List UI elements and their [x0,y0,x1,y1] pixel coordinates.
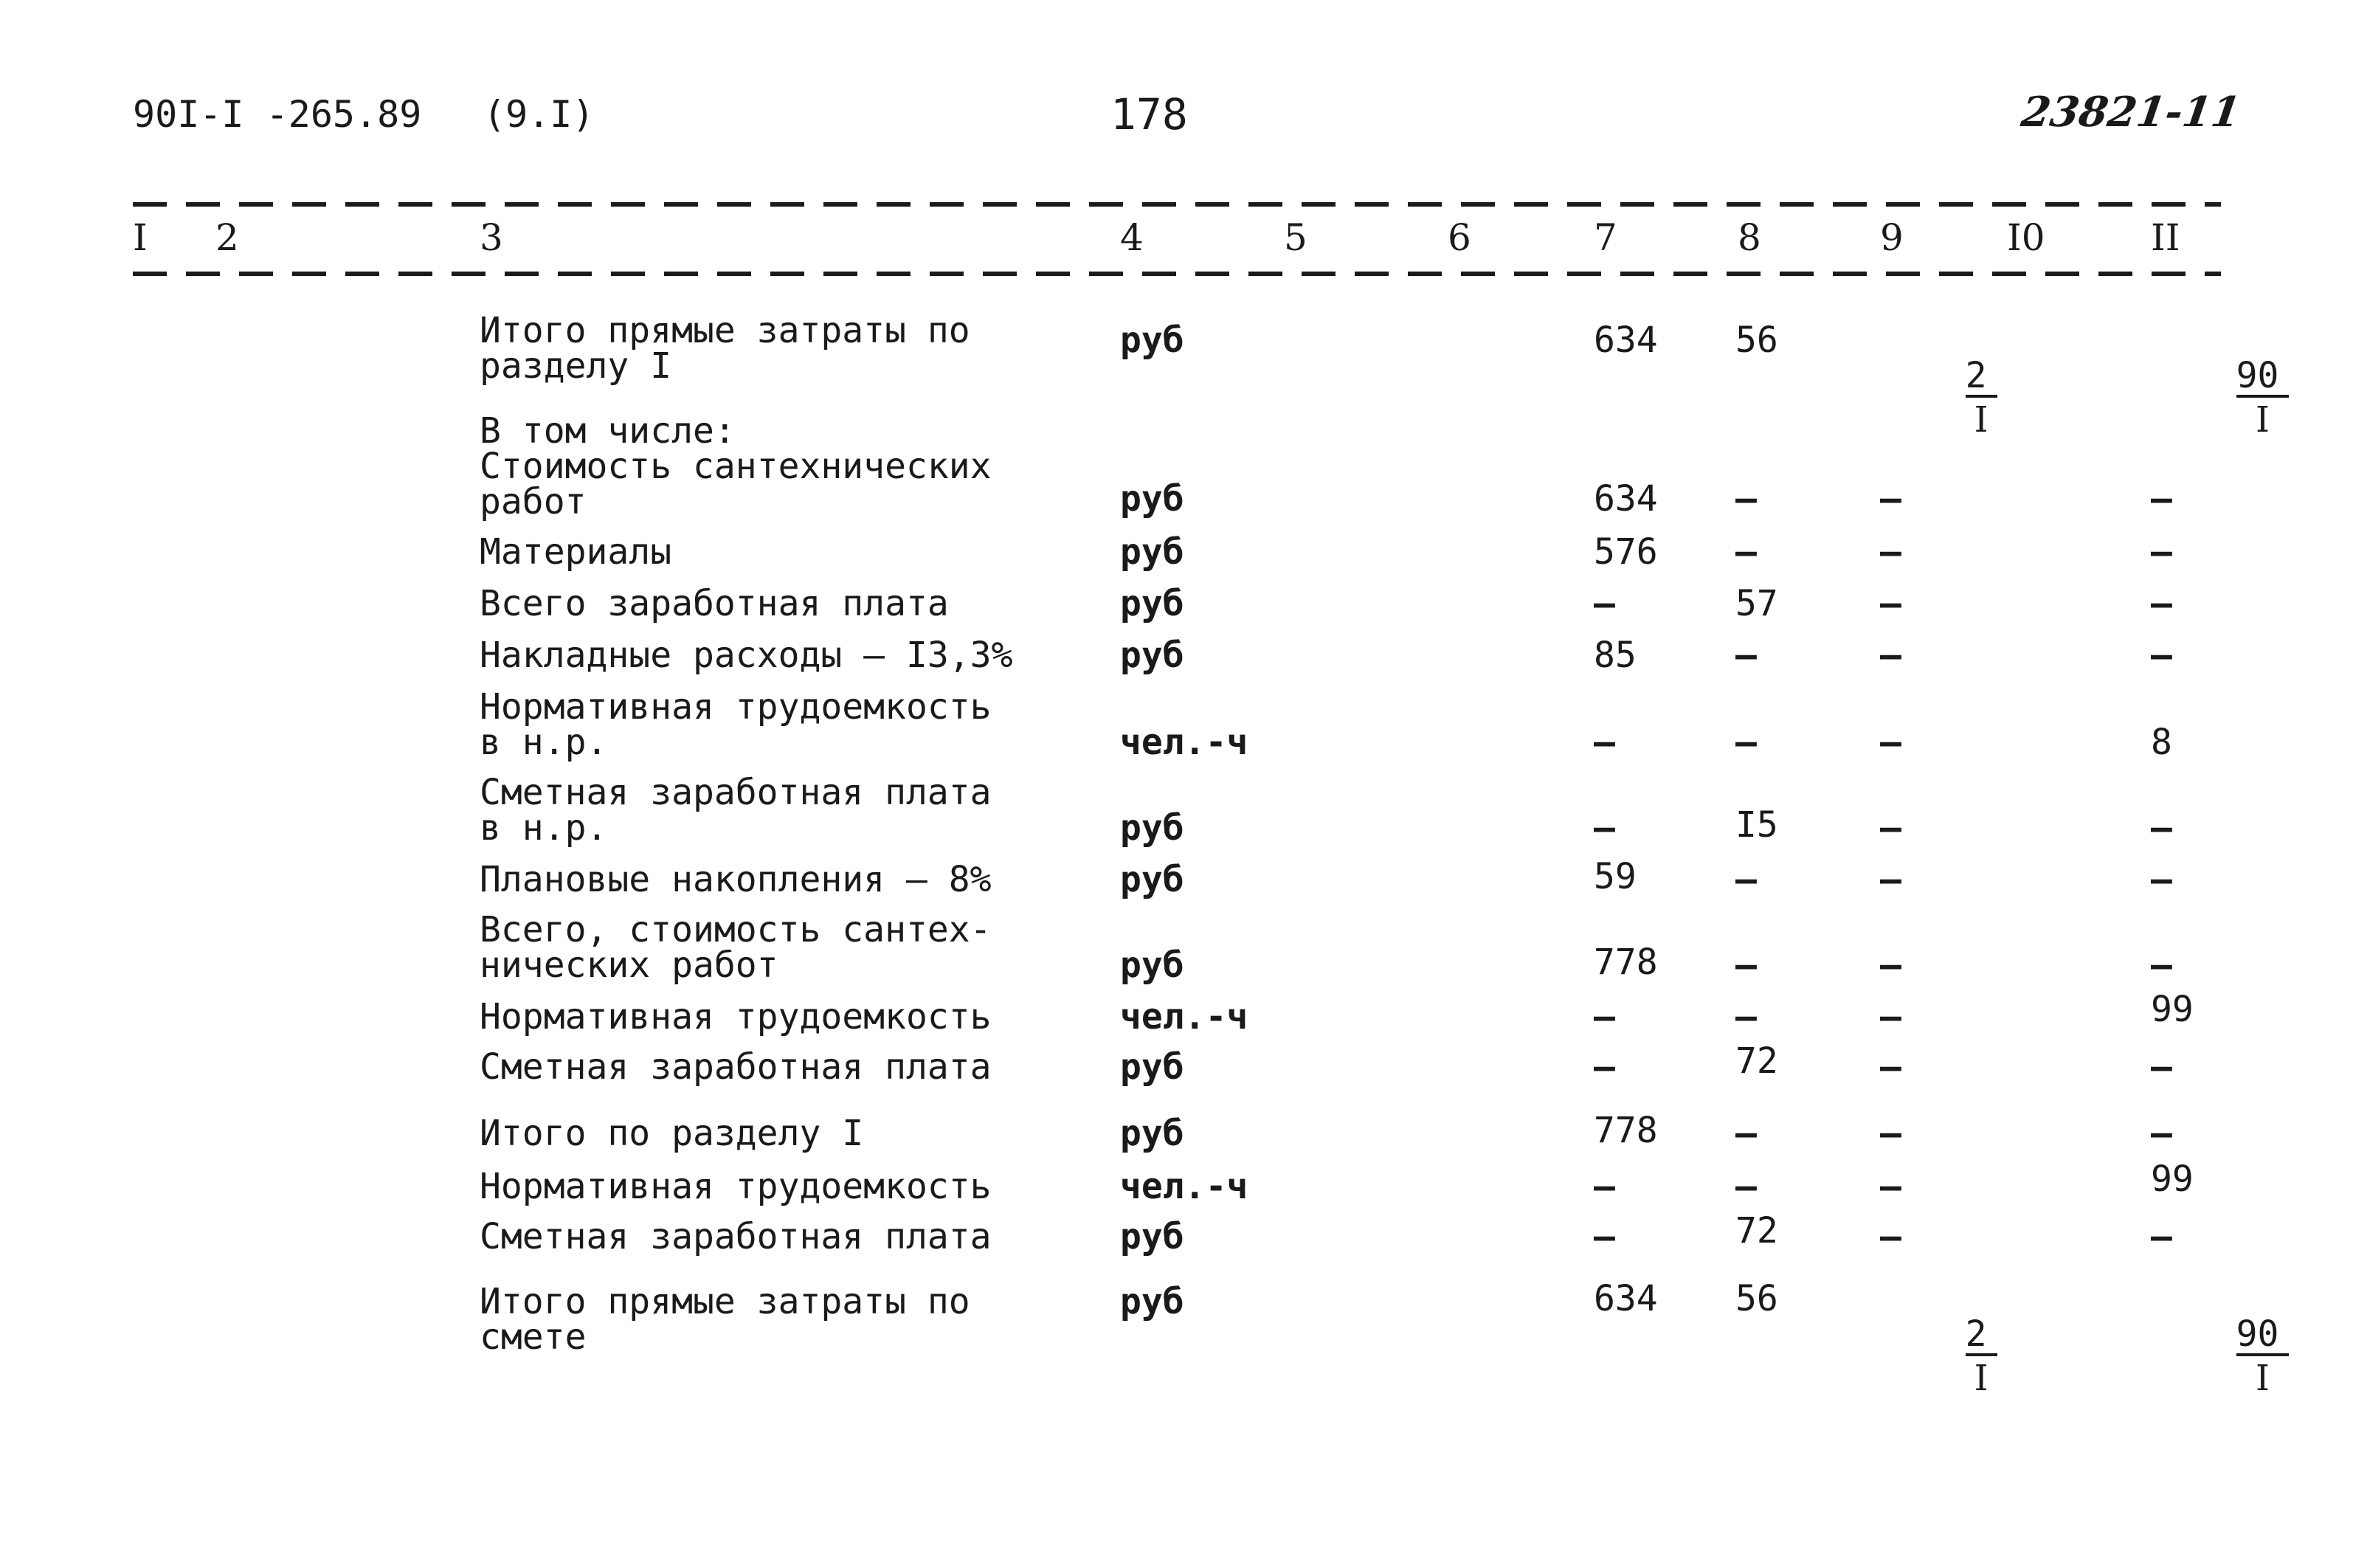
column-number-11: II [2151,216,2180,259]
row-label: Нормативная трудоемкость [480,1166,992,1207]
fraction-numerator: 90 [2236,358,2290,398]
row-fraction-col11 [2151,1281,2279,1431]
column-number-2: 2 [215,216,239,259]
row-value-col7: – [1594,1166,1615,1207]
row-value-col9: – [1880,944,1901,986]
row-unit: руб [1120,635,1184,676]
row-value-col11: 8 [2151,722,2172,763]
row-value-col7: 778 [1594,1110,1658,1151]
row-value-col11: 99 [2151,989,2194,1030]
row-value-col8: – [1735,478,1757,519]
row-value-col7: – [1594,583,1615,624]
row-unit: чел.-ч [1120,996,1248,1037]
document-code: 90I-I -265.89 [133,93,422,136]
column-number-4: 4 [1120,216,1144,259]
column-number-9: 9 [1880,216,1904,259]
row-value-col8: I5 [1735,804,1778,846]
row-value-col11: – [2151,478,2172,519]
row-value-col8: – [1735,531,1757,573]
row-fraction-col9 [1880,322,1989,473]
column-number-6: 6 [1448,216,1471,259]
column-number-8: 8 [1738,216,1761,259]
row-unit: руб [1120,859,1184,900]
row-value-col9: – [1880,531,1901,573]
handwritten-stamp: 23821-11 [2018,88,2244,137]
row-unit: руб [1120,807,1184,849]
row-value-col8: 72 [1735,1040,1778,1082]
row-label: Сметная заработная плата [480,1046,992,1088]
row-value-col9: – [1880,1216,1901,1257]
row-fraction-col11 [2151,322,2279,473]
row-value-col9: – [1880,1166,1901,1207]
row-value-col11: – [2151,1046,2172,1088]
row-unit: руб [1120,531,1184,573]
row-value-col8: – [1735,635,1757,676]
row-value-col7: 576 [1594,531,1658,573]
column-number-10: I0 [2007,216,2045,259]
document-section: (9.I) [483,93,595,136]
row-value-col7: 59 [1594,856,1637,897]
row-unit: руб [1120,1046,1184,1088]
row-value-col8: 56 [1735,320,1778,361]
row-unit: руб [1120,1216,1184,1257]
column-number-5: 5 [1284,216,1307,259]
row-value-col8: 57 [1735,583,1778,624]
row-value-col9: – [1880,635,1901,676]
row-value-col7: – [1594,807,1615,849]
row-label: Всего, стоимость сантех- нических работ [480,909,992,986]
fraction-numerator: 90 [2236,1316,2290,1356]
row-value-col7: – [1594,1046,1615,1088]
column-number-3: 3 [480,216,503,259]
row-value-col11: – [2151,583,2172,624]
row-value-col7: 634 [1594,1278,1658,1319]
row-value-col8: – [1735,722,1757,763]
row-value-col9: – [1880,859,1901,900]
table-top-rule [133,202,2221,207]
row-label: Материалы [480,531,672,573]
row-value-col8: – [1735,1166,1757,1207]
row-value-col7: 634 [1594,478,1658,519]
column-number-1: I [133,216,148,259]
row-unit: руб [1120,320,1184,361]
row-value-col11: – [2151,1216,2172,1257]
row-value-col7: – [1594,722,1615,763]
row-value-col9: – [1880,583,1901,624]
column-number-7: 7 [1594,216,1617,259]
fraction-denominator: I [2256,1358,2270,1399]
row-value-col11: – [2151,531,2172,573]
row-label: В том числе: Стоимость сантехнических работ [480,410,992,522]
row-value-col9: – [1880,996,1901,1037]
row-value-col11: – [2151,635,2172,676]
row-unit: руб [1120,1281,1184,1322]
row-value-col9: – [1880,807,1901,849]
row-value-col7: 634 [1594,320,1658,361]
row-unit: руб [1120,1113,1184,1154]
row-value-col7: 85 [1594,635,1637,676]
row-value-col8: – [1735,1113,1757,1154]
row-value-col9: – [1880,722,1901,763]
row-unit: руб [1120,583,1184,624]
fraction-numerator: 2 [1966,358,1997,398]
row-value-col8: – [1735,944,1757,986]
row-label: Итого по разделу I [480,1113,864,1154]
row-value-col9: – [1880,1113,1901,1154]
row-value-col11: – [2151,807,2172,849]
row-label: Накладные расходы – I3,3% [480,635,1013,676]
row-label: Итого прямые затраты по смете [480,1281,970,1358]
row-unit: чел.-ч [1120,722,1248,763]
row-label: Плановые накопления – 8% [480,859,992,900]
fraction-numerator: 2 [1966,1316,1997,1356]
row-fraction-col9 [1880,1281,1989,1431]
row-unit: чел.-ч [1120,1166,1248,1207]
row-value-col8: – [1735,859,1757,900]
row-label: Сметная заработная плата в н.р. [480,772,992,849]
row-value-col9: – [1880,478,1901,519]
row-value-col7: – [1594,996,1615,1037]
table-header-rule [133,272,2221,276]
row-label: Нормативная трудоемкость в н.р. [480,686,992,763]
row-value-col11: – [2151,1113,2172,1154]
fraction-denominator: I [2256,399,2270,441]
row-unit: руб [1120,944,1184,986]
row-value-col7: 778 [1594,942,1658,983]
row-label: Сметная заработная плата [480,1216,992,1257]
row-value-col11: – [2151,859,2172,900]
row-value-col8: – [1735,996,1757,1037]
row-value-col8: 72 [1735,1210,1778,1251]
row-value-col11: 99 [2151,1158,2194,1200]
row-label: Итого прямые затраты по разделу I [480,310,970,387]
row-value-col9: – [1880,1046,1901,1088]
row-value-col7: – [1594,1216,1615,1257]
row-value-col8: 56 [1735,1278,1778,1319]
row-unit: руб [1120,478,1184,519]
fraction-denominator: I [1974,1358,1989,1399]
fraction-denominator: I [1974,399,1989,441]
row-value-col11: – [2151,944,2172,986]
page-number: 178 [1110,89,1188,139]
row-label: Всего заработная плата [480,583,949,624]
row-label: Нормативная трудоемкость [480,996,992,1037]
